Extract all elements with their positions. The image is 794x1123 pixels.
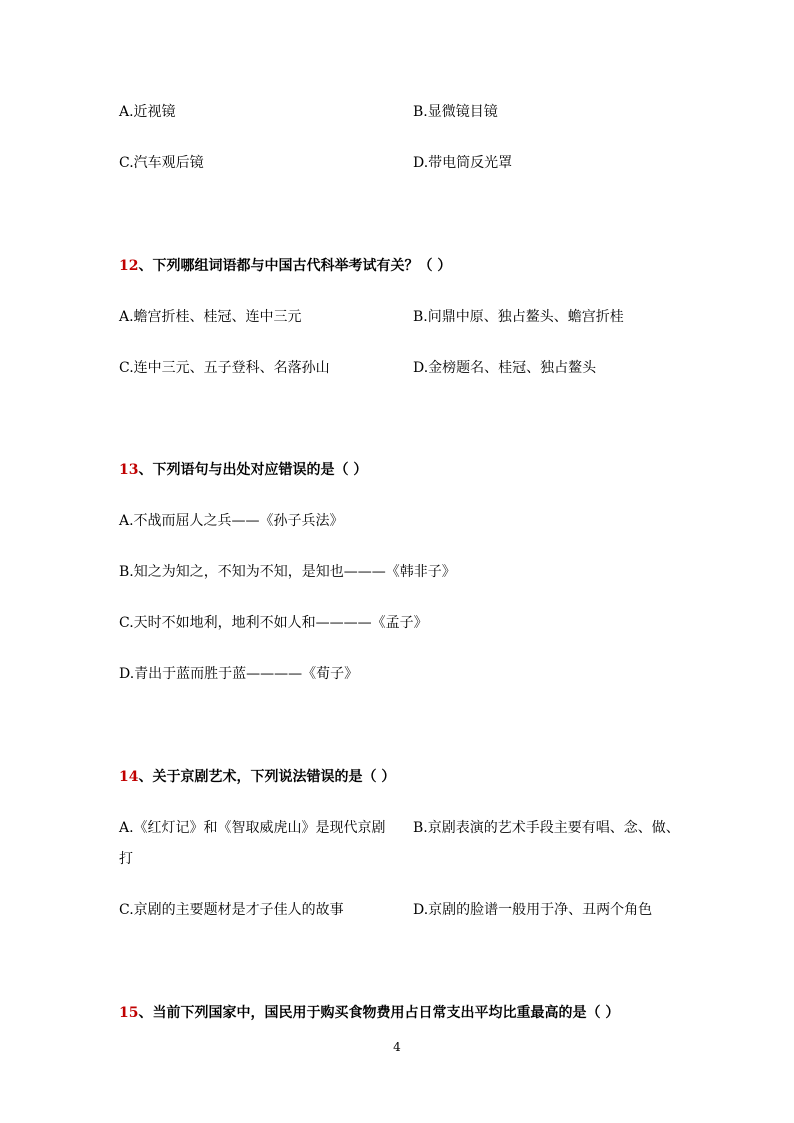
q13-option-c: C.天时不如地利，地利不如人和————《孟子》 (119, 615, 428, 631)
q12-option-d: D.金榜题名、桂冠、独占鳌头 (413, 360, 597, 376)
q11-option-d: D.带电筒反光罩 (413, 155, 513, 171)
q11-option-a: A.近视镜 (119, 104, 176, 120)
page-number: 4 (393, 1040, 401, 1054)
q14-number: 14 (119, 769, 139, 785)
q15-text: 、当前下列国家中，国民用于购买食物费用占日常支出平均比重最高的是（ ） (138, 1005, 620, 1021)
q12-number: 12 (119, 258, 139, 274)
q12-stem (119, 256, 451, 276)
q15-stem (119, 1003, 619, 1023)
q15-number: 15 (119, 1005, 139, 1021)
q13-number: 13 (119, 462, 139, 478)
q14-stem (119, 767, 395, 787)
q11-option-c: C.汽车观后镜 (119, 155, 204, 171)
q14-option-a: A.《红灯记》和《智取威虎山》是现代京剧 (119, 820, 386, 836)
q14-option-c: C.京剧的主要题材是才子佳人的故事 (119, 902, 344, 918)
q12-text: 、下列哪组词语都与中国古代科举考试有关？（ ） (138, 258, 452, 274)
q13-text: 、下列语句与出处对应错误的是（ ） (138, 462, 368, 478)
q13-option-b: B.知之为知之，不知为不知，是知也———《韩非子》 (119, 564, 456, 580)
q14-text: 、关于京剧艺术，下列说法错误的是（ ） (138, 769, 396, 785)
q13-stem (119, 460, 367, 480)
q11-option-b: B.显微镜目镜 (413, 104, 498, 120)
q12-option-a: A.蟾宫折桂、桂冠、连中三元 (119, 309, 302, 325)
q13-option-d: D.青出于蓝而胜于蓝————《荀子》 (119, 666, 359, 682)
q12-option-c: C.连中三元、五子登科、名落孙山 (119, 360, 330, 376)
q12-option-b: B.问鼎中原、独占鳌头、蟾宫折桂 (413, 309, 624, 325)
q14-option-b-line2: 打 (119, 851, 133, 867)
q14-option-d: D.京剧的脸谱一般用于净、丑两个角色 (413, 902, 653, 918)
q13-option-a: A.不战而屈人之兵——《孙子兵法》 (119, 513, 344, 529)
q14-option-b-line1: B.京剧表演的艺术手段主要有唱、念、做、 (413, 820, 680, 836)
